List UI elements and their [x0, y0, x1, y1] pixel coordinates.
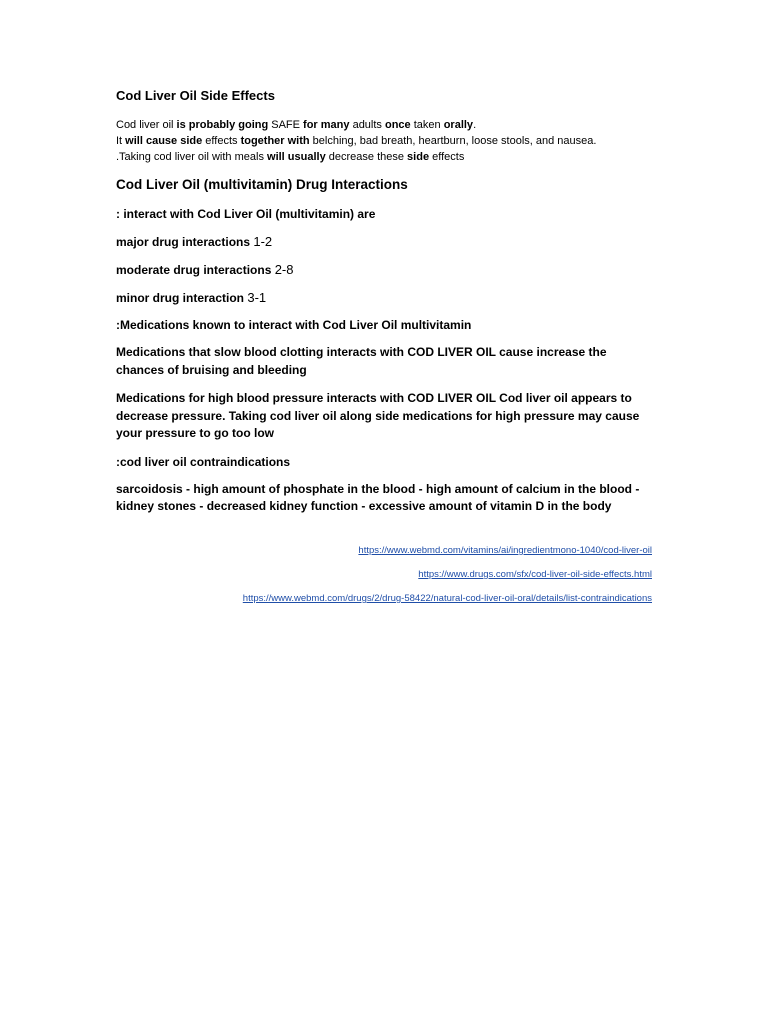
reference-link[interactable]: https://www.webmd.com/drugs/2/drug-58422/natural-cod-liver-oil-oral/details/list-contraindications: [242, 593, 652, 604]
contraindications-heading: :cod liver oil contraindications: [116, 454, 291, 469]
pressure-paragraph: Medications for high blood pressure interacts with COD LIVER OIL Cod liver oil appears to decrease pressure. Taking cod liver oil along side medications for high pressure may cause your pressure to go too low: [116, 391, 640, 440]
reference-links: [92, 544, 652, 616]
side-effects-heading: Cod Liver Oil Side Effects: [116, 88, 275, 103]
text-run: adults: [349, 119, 385, 131]
interactions-heading: Cod Liver Oil (multivitamin) Drug Interactions: [116, 177, 408, 192]
moderate-label: moderate drug interactions: [116, 263, 275, 277]
bold-text-run: side: [407, 151, 430, 163]
bold-text-run: side: [180, 135, 203, 147]
text-run: belching, bad breath, heartburn, loose stools, and nausea.: [309, 135, 597, 147]
text-run: .Taking cod liver oil with meals: [116, 151, 268, 163]
text-run: Cod liver oil: [116, 119, 177, 131]
moderate-count: 2-8: [274, 262, 294, 277]
bold-text-run: will usually: [267, 151, 326, 163]
text-run: SAFE: [268, 119, 304, 131]
intro-line-1: [116, 117, 656, 133]
intro-line-3: [116, 149, 656, 165]
medications-known: :Medications known to interact with Cod Liver Oil multivitamin: [116, 318, 472, 332]
side-effects-intro: [116, 117, 656, 165]
text-run: taken: [410, 119, 444, 131]
contraindications-list: sarcoidosis - high amount of phosphate in the blood - high amount of calcium in the blood - kidney stones - decreased kidney function - excessive amount of vitamin D in the body: [116, 481, 640, 513]
major-count: 1-2: [253, 234, 273, 249]
text-run: It: [116, 135, 126, 147]
interact-intro: : interact with Cod Liver Oil (multivitamin) are: [116, 207, 376, 221]
minor-count: 3-1: [247, 290, 267, 305]
text-run: effects: [202, 135, 241, 147]
moderate-interactions: [116, 261, 656, 279]
major-interactions: [116, 233, 656, 251]
clotting-paragraph: Medications that slow blood clotting interacts with COD LIVER OIL cause increase the chances of bruising and bleeding: [116, 345, 607, 377]
bold-text-run: is probably going: [176, 119, 269, 131]
bold-text-run: once: [384, 119, 411, 131]
intro-line-2: [116, 133, 656, 149]
reference-link[interactable]: https://www.drugs.com/sfx/cod-liver-oil-side-effects.html: [418, 569, 652, 580]
minor-interactions: [116, 289, 656, 307]
bold-text-run: will cause: [125, 135, 178, 147]
bold-text-run: for many: [303, 119, 350, 131]
bold-text-run: orally: [443, 119, 474, 131]
text-run: effects: [429, 151, 465, 163]
major-label: major drug interactions: [116, 235, 254, 249]
document-body: [116, 87, 656, 527]
minor-label: minor drug interaction: [116, 291, 248, 305]
bold-text-run: together with: [240, 135, 310, 147]
reference-link[interactable]: https://www.webmd.com/vitamins/ai/ingredientmono-1040/cod-liver-oil: [358, 545, 652, 556]
text-run: .: [473, 119, 477, 131]
text-run: decrease these: [325, 151, 408, 163]
